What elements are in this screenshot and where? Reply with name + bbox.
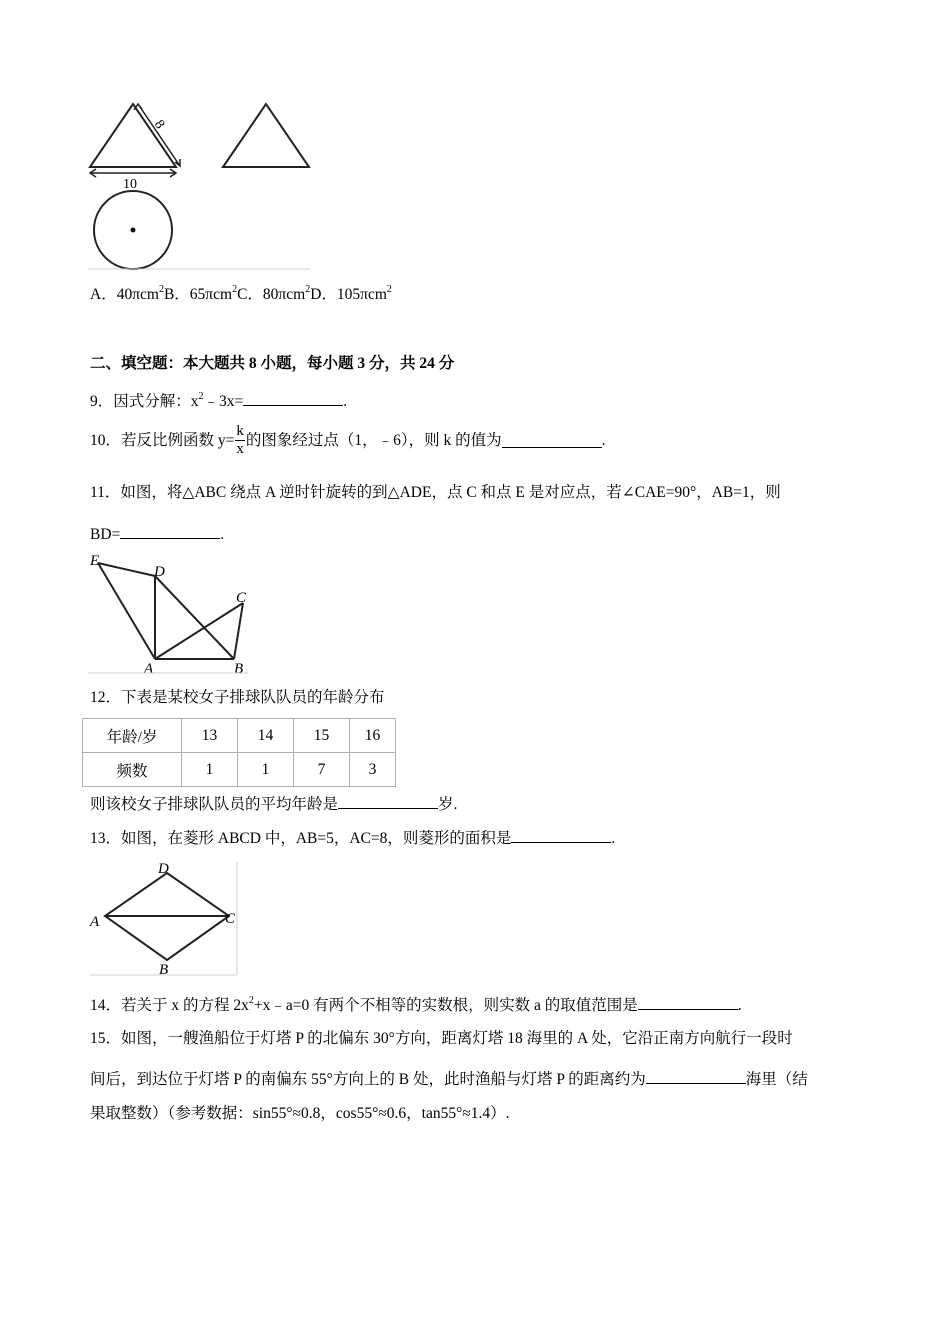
q14-text: 14．若关于 x 的方程 2x — [90, 997, 249, 1014]
segment-db — [155, 576, 234, 659]
question-15-line2 — [90, 1069, 808, 1088]
table-row — [83, 753, 396, 787]
option-a: A．40πcm — [90, 286, 159, 303]
option-d: D．105πcm — [310, 286, 387, 303]
q9-text: 9．因式分解：x — [90, 393, 199, 410]
fraction-k-over-x — [235, 424, 245, 457]
front-view-triangle — [90, 104, 176, 167]
q9-text-post: ﹣3x= — [203, 393, 244, 410]
superscript: 2 — [198, 391, 204, 402]
slant-label: 8 — [150, 117, 168, 132]
label-c: C — [236, 590, 247, 606]
answer-blank — [638, 995, 738, 1010]
q12-unit: 岁. — [438, 796, 458, 813]
superscript: 2 — [232, 284, 238, 295]
label-b: B — [234, 661, 244, 676]
question-12-answer-line — [90, 794, 457, 813]
period: . — [611, 830, 616, 847]
answer-blank — [120, 524, 220, 539]
table-cell: 3 — [350, 753, 396, 787]
question-15-line3: 果取整数）（参考数据：sin55°≈0.8，cos55°≈0.6，tan55°≈1.4）. — [90, 1105, 510, 1122]
label-c: C — [225, 911, 236, 927]
option-b: B．65πcm — [163, 286, 233, 303]
q13-text: 13．如图，在菱形 ABCD 中，AB=5，AC=8，则菱形的面积是 — [90, 830, 512, 847]
label-a: A — [144, 661, 154, 676]
age-distribution-table — [82, 718, 396, 787]
question-9 — [90, 391, 347, 410]
rhombus-figure — [88, 858, 240, 980]
side-view-triangle — [223, 104, 309, 167]
label-d: D — [154, 564, 165, 580]
table-cell: 14 — [238, 719, 294, 753]
circle-center-dot — [131, 228, 136, 233]
table-row — [83, 719, 396, 753]
table-cell: 1 — [182, 753, 238, 787]
label-e: E — [90, 553, 100, 569]
q10-text-post: 的图象经过点（1，﹣6），则 k 的值为 — [245, 431, 502, 449]
answer-blank — [338, 794, 438, 809]
superscript: 2 — [386, 284, 392, 295]
superscript: 2 — [305, 284, 311, 295]
question-14 — [90, 995, 742, 1014]
option-c: C．80πcm — [237, 286, 306, 303]
question-12: 12．下表是某校女子排球队队员的年龄分布 — [90, 689, 385, 706]
table-cell: 16 — [350, 719, 396, 753]
superscript: 2 — [158, 284, 164, 295]
segment-ac — [155, 603, 243, 659]
base-label: 10 — [123, 177, 137, 192]
label-b: B — [159, 962, 169, 978]
q12-text: 则该校女子排球队队员的平均年龄是 — [90, 796, 339, 813]
period: . — [601, 431, 606, 449]
answer-blank — [502, 433, 602, 448]
question-15-line1: 15．如图，一艘渔船位于灯塔 P 的北偏东 30°方向，距离灯塔 18 海里的 A 处，它沿正南方向航行一段时 — [90, 1030, 793, 1047]
segment-cb — [234, 603, 243, 659]
table-cell: 15 — [294, 719, 350, 753]
period: . — [220, 526, 225, 543]
table-cell: 频数 — [83, 753, 182, 787]
segment-ed — [98, 563, 155, 576]
question-11-line2 — [90, 524, 224, 543]
answer-blank — [646, 1069, 746, 1084]
table-cell: 年龄/岁 — [83, 719, 182, 753]
period: . — [343, 393, 348, 410]
period: . — [737, 997, 742, 1014]
question-13 — [90, 828, 615, 847]
label-a: A — [90, 914, 100, 930]
label-d: D — [158, 861, 169, 877]
superscript: 2 — [248, 995, 254, 1006]
section-heading: 二、填空题：本大题共 8 小题，每小题 3 分，共 24 分 — [90, 355, 455, 372]
q15-text-post: 海里（结 — [745, 1071, 808, 1088]
fraction-denominator: x — [236, 441, 244, 457]
answer-blank — [511, 828, 611, 843]
slant-dimension-line — [138, 104, 180, 166]
table-cell: 7 — [294, 753, 350, 787]
rotation-figure — [88, 550, 250, 676]
q8-options — [90, 284, 392, 303]
q11-bd: BD= — [90, 526, 121, 543]
fraction-numerator: k — [236, 423, 244, 439]
question-10 — [90, 424, 606, 457]
table-cell: 1 — [238, 753, 294, 787]
question-11-line1: 11．如图，将△ABC 绕点 A 逆时针旋转的到△ADE，点 C 和点 E 是对应点，若∠CAE=90°，AB=1，则 — [90, 484, 781, 501]
answer-blank — [243, 391, 343, 406]
cone-three-views-figure — [86, 96, 314, 274]
q10-text: 10．若反比例函数 y= — [90, 431, 235, 449]
table-cell: 13 — [182, 719, 238, 753]
q14-text-post: +x﹣a=0 有两个不相等的实数根，则实数 a 的取值范围是 — [253, 997, 638, 1014]
segment-ea — [98, 563, 155, 659]
q15-text: 间后，到达位于灯塔 P 的南偏东 55°方向上的 B 处，此时渔船与灯塔 P 的距离约为 — [90, 1071, 646, 1088]
